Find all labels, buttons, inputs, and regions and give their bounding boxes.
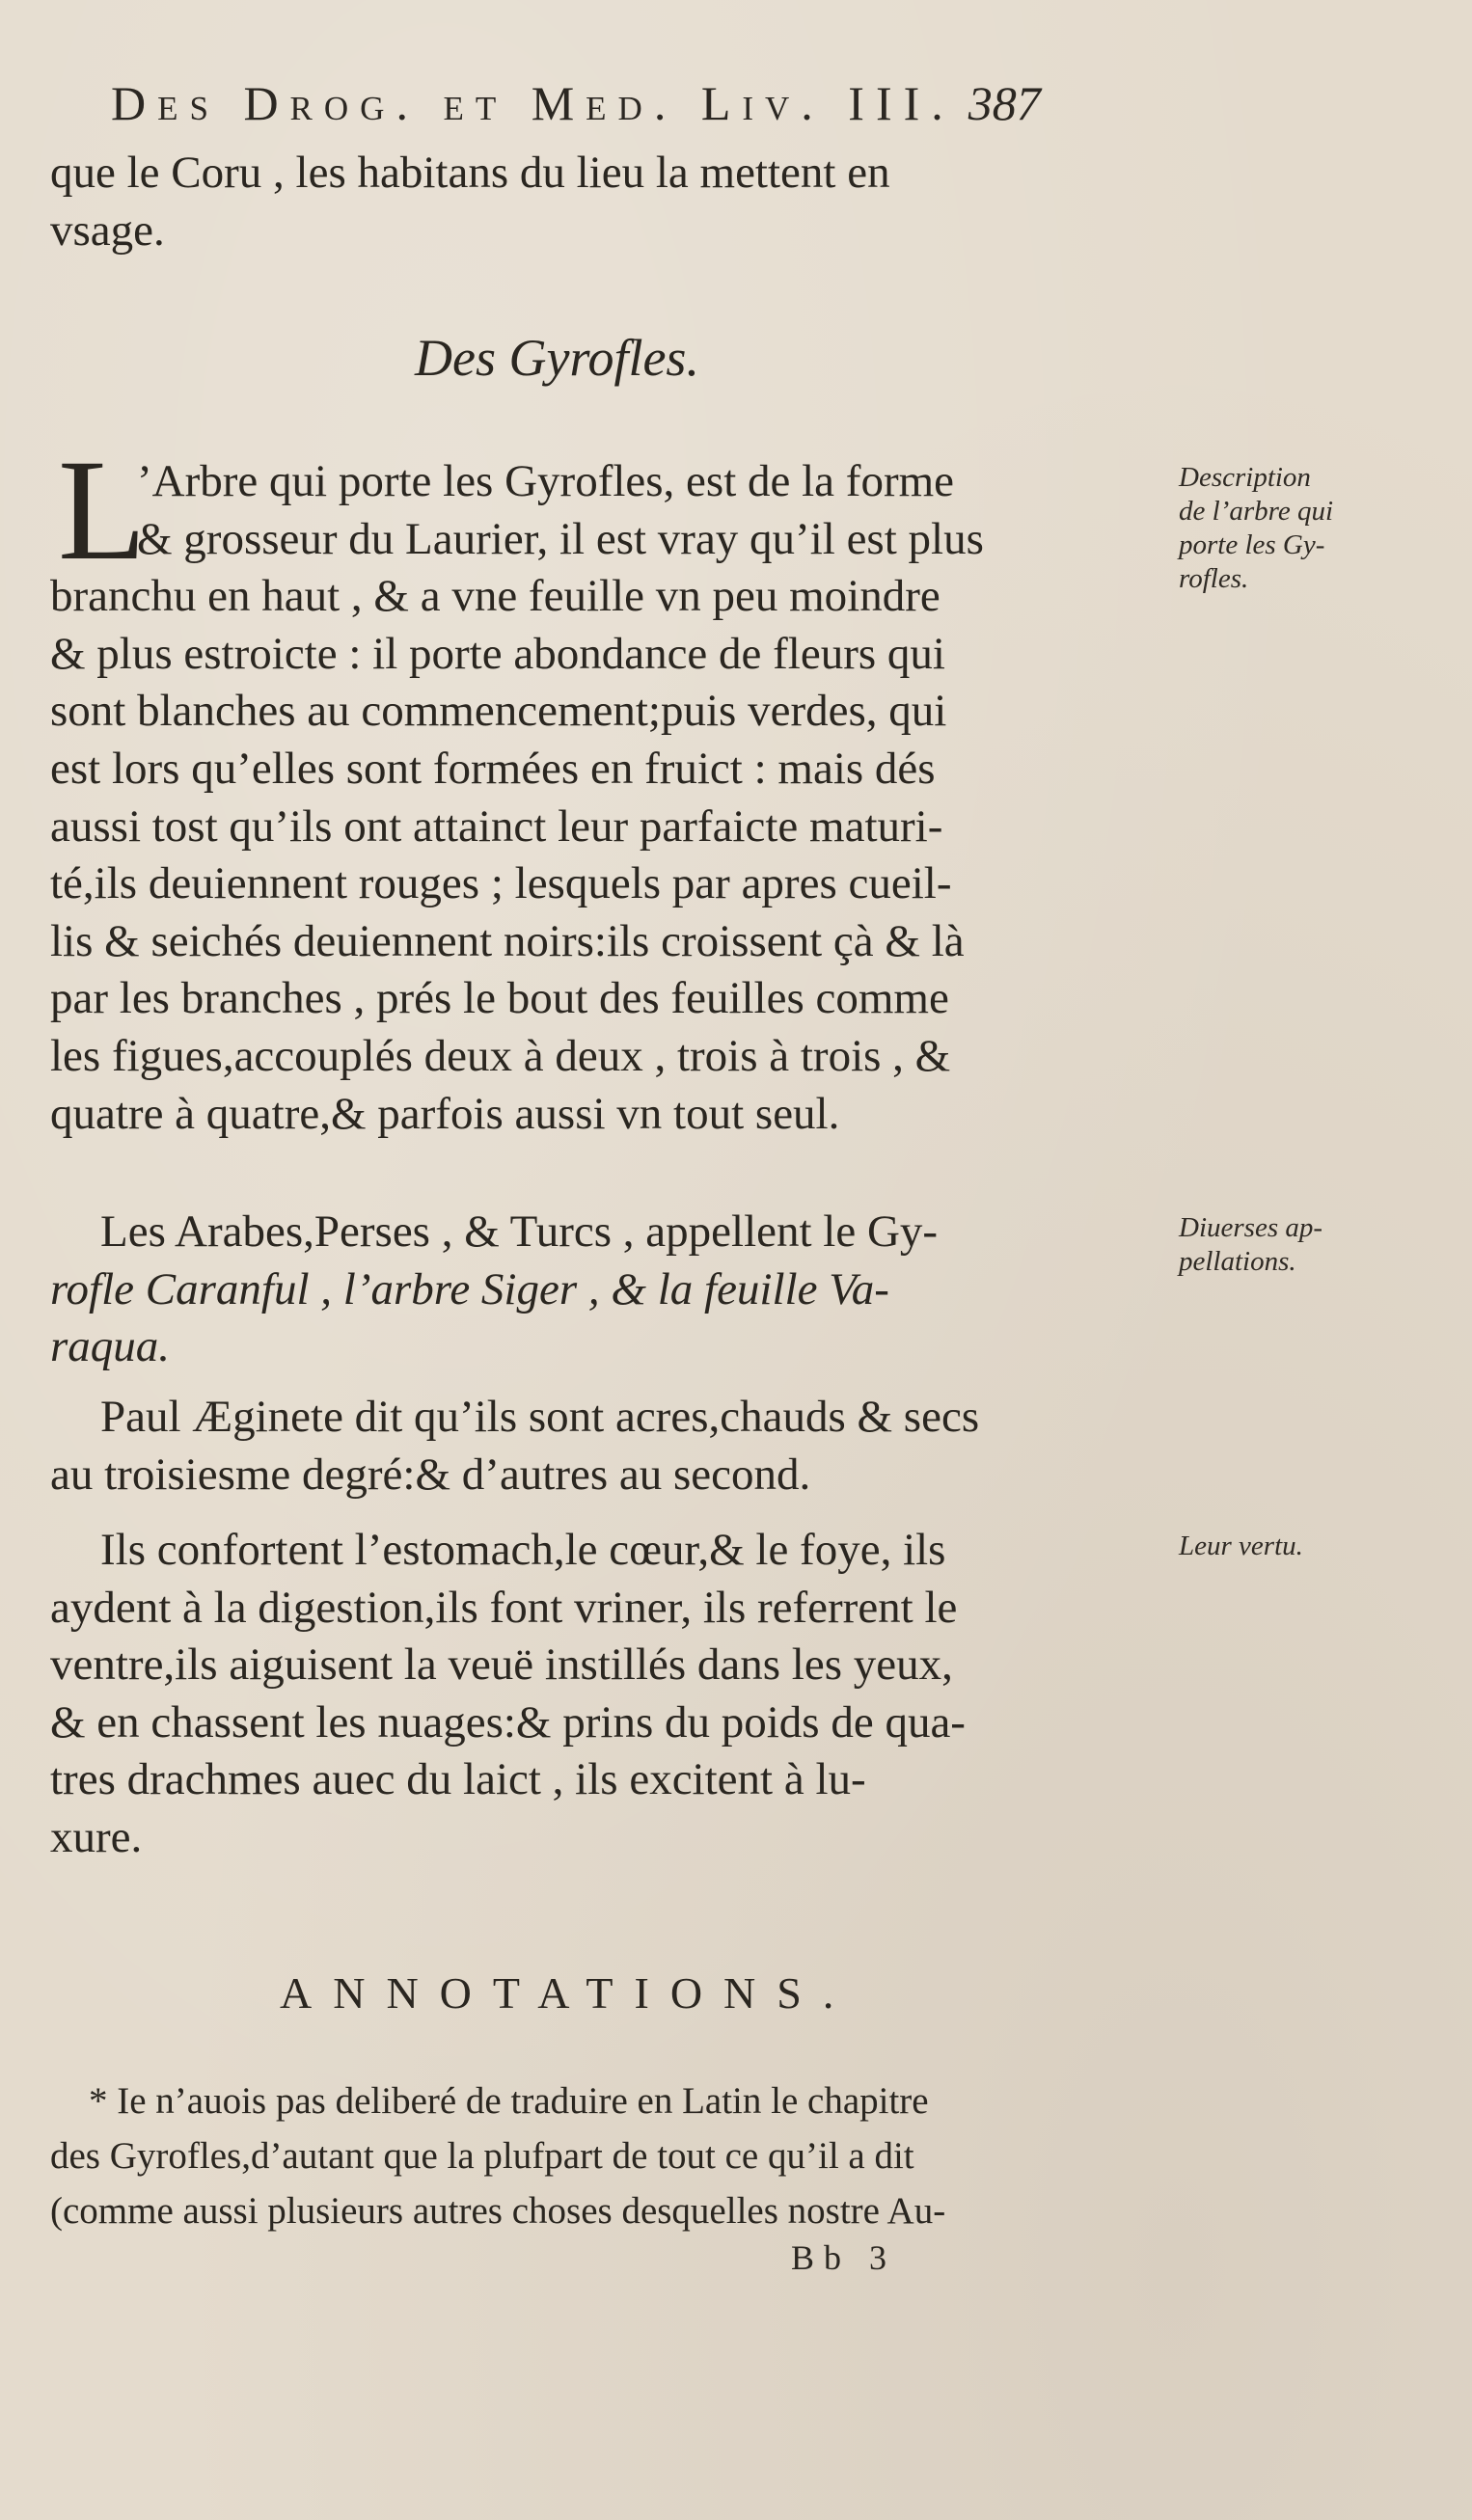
- paragraph-qualities: [50, 1389, 1164, 1504]
- annotation-line: (comme aussi plusieurs autres choses desquelles nostre Au-: [50, 2190, 946, 2232]
- paragraph-virtues: [50, 1522, 1164, 1867]
- margin-note-line: Leur vertu.: [1179, 1531, 1303, 1561]
- text-line: lis & seichés deuiennent noirs:ils croissent çà & là: [50, 915, 965, 966]
- text-line: tres drachmes auec du laict , ils excitent à lu-: [50, 1754, 866, 1805]
- drop-capital: L: [58, 430, 147, 590]
- margin-note-line: Diuerses ap-: [1179, 1212, 1323, 1243]
- annotation-line: * Ie n’auois pas deliberé de traduire en Latin le chapitre: [89, 2080, 929, 2122]
- margin-note-line: porte les Gy-: [1179, 529, 1325, 560]
- text-line: rofle Caranful , l’arbre Siger , & la feuille Va-: [50, 1263, 889, 1314]
- text-line: ’Arbre qui porte les Gyrofles, est de la forme: [137, 456, 955, 506]
- text-line: & grosseur du Laurier, il est vray qu’il est plus: [137, 513, 984, 564]
- annotations-heading: ANNOTATIONS.: [280, 1968, 856, 2018]
- annotation-line: des Gyrofles,d’autant que la plufpart de tout ce qu’il a dit: [50, 2135, 914, 2177]
- margin-note-line: rofles.: [1179, 563, 1249, 594]
- text-line: Paul Æginete dit qu’ils sont acres,chauds & secs: [100, 1392, 980, 1442]
- text-line: xure.: [50, 1811, 143, 1862]
- text-line: & plus estroicte : il porte abondance de fleurs qui: [50, 628, 945, 679]
- text-line: est lors qu’elles sont formées en fruict : mais dés: [50, 743, 936, 794]
- intro-text: [50, 145, 1164, 259]
- text-line: que le Coru , les habitans du lieu la mettent en: [50, 148, 890, 198]
- text-line: Les Arabes,Perses , & Turcs , appellent le Gy-: [100, 1206, 939, 1257]
- text-line: branchu en haut , & a vne feuille vn peu moindre: [50, 571, 940, 622]
- running-title: Des Drog. et Med. Liv. III.: [111, 76, 955, 130]
- text-line: aydent à la digestion,ils font vriner, ils referrent le: [50, 1582, 958, 1633]
- page-number: 387: [968, 76, 1041, 130]
- margin-note-description: [1179, 461, 1333, 596]
- text-line: sont blanches au commencement;puis verdes, qui: [50, 686, 947, 737]
- signature-mark: Bb 3: [791, 2238, 897, 2277]
- paragraph-appellations: [50, 1204, 1164, 1376]
- chapter-title: Des Gyrofles.: [415, 329, 699, 387]
- text-line: vsage.: [50, 204, 165, 256]
- text-line: raqua.: [50, 1321, 171, 1372]
- paragraph-description: [50, 453, 1164, 1143]
- text-line: Ils confortent l’estomach,le cœur,& le foye, ils: [100, 1525, 946, 1575]
- text-line: aussi tost qu’ils ont attainct leur parfaicte maturi-: [50, 800, 943, 852]
- margin-note-line: Description: [1179, 462, 1311, 493]
- margin-note-line: pellations.: [1179, 1246, 1296, 1277]
- text-line: quatre à quatre,& parfois aussi vn tout seul.: [50, 1088, 840, 1139]
- annotations-text: [50, 2073, 945, 2238]
- running-header: [111, 75, 1041, 131]
- text-line: té,ils deuiennent rouges ; lesquels par apres cueil-: [50, 858, 952, 909]
- margin-note-virtues: [1179, 1530, 1303, 1563]
- text-line: ventre,ils aiguisent la veuë instillés dans les yeux,: [50, 1639, 953, 1691]
- margin-note-appellations: [1179, 1211, 1322, 1279]
- text-line: au troisiesme degré:& d’autres au second.: [50, 1449, 811, 1500]
- text-line: & en chassent les nuages:& prins du poids de qua-: [50, 1696, 966, 1748]
- margin-note-line: de l’arbre qui: [1179, 496, 1334, 527]
- text-line: par les branches , prés le bout des feuilles comme: [50, 973, 949, 1024]
- text-line: les figues,accouplés deux à deux , trois à trois , &: [50, 1030, 951, 1081]
